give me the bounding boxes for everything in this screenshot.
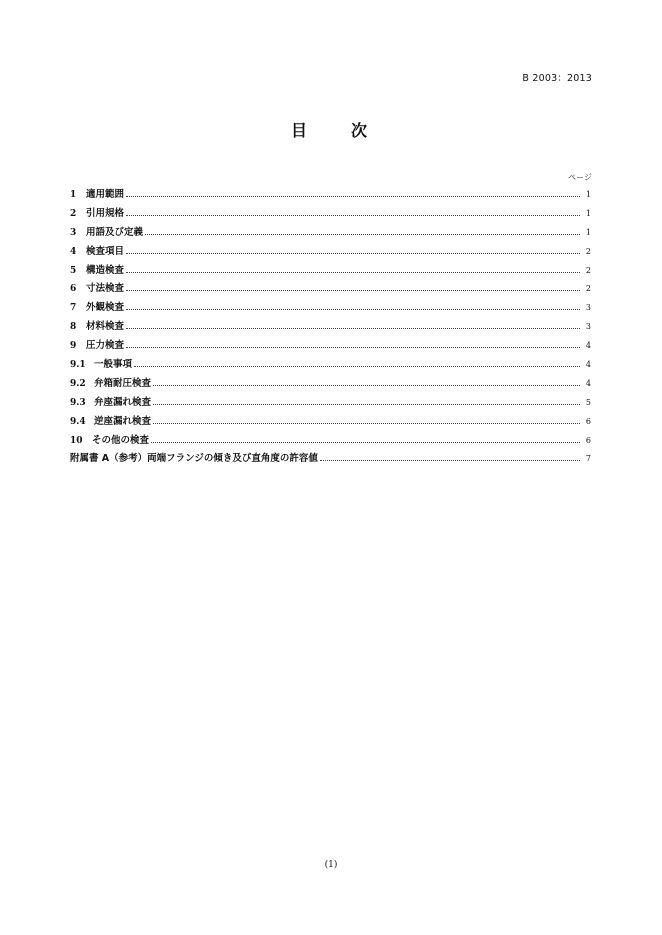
toc-page: 1	[585, 190, 591, 199]
toc-label: 寸法検査	[86, 283, 125, 295]
toc-label: 検査項目	[86, 245, 125, 257]
toc-entry[interactable]	[70, 243, 591, 262]
toc-page: 5	[585, 397, 591, 407]
toc-leader	[151, 442, 580, 443]
toc-page: 6	[585, 435, 591, 445]
toc-page: 1	[585, 208, 591, 218]
toc-number: 10	[70, 435, 83, 446]
toc-label: 引用規格	[86, 207, 125, 219]
toc-page: 2	[585, 284, 591, 294]
toc-page: 3	[585, 303, 591, 313]
toc-label: 材料検査	[86, 321, 125, 333]
toc-leader	[126, 290, 580, 291]
toc-leader	[126, 309, 580, 310]
toc-leader	[153, 423, 580, 424]
toc-entry[interactable]	[70, 224, 591, 243]
toc-number: 2	[70, 208, 77, 219]
toc-label: 用語及び定義	[86, 226, 144, 238]
toc-leader	[320, 460, 580, 461]
toc-leader	[153, 385, 580, 386]
standard-number: B 2003：2013	[522, 73, 592, 84]
toc-entry[interactable]	[70, 205, 591, 224]
toc-entry[interactable]	[70, 299, 591, 318]
toc-number: 1	[70, 190, 77, 200]
toc-label: 構造検査	[86, 264, 125, 276]
toc-label: 圧力検査	[86, 340, 125, 352]
toc-leader	[153, 404, 580, 405]
page-number-footer: (1)	[324, 860, 338, 870]
toc-entry[interactable]	[70, 375, 591, 394]
toc-entry[interactable]	[70, 356, 591, 375]
toc-entry[interactable]	[70, 186, 591, 205]
toc-entry[interactable]	[70, 394, 591, 413]
toc-leader	[126, 272, 580, 273]
toc-page: 7	[585, 454, 591, 464]
toc-entry[interactable]	[70, 280, 591, 299]
toc-leader	[126, 253, 580, 254]
toc-leader	[126, 196, 580, 197]
toc-page: 4	[585, 341, 591, 351]
table-of-contents	[70, 186, 591, 469]
toc-label: 適用範囲	[86, 189, 125, 200]
toc-page: 1	[585, 227, 591, 237]
toc-page: 2	[585, 265, 591, 275]
toc-number: 9.3	[70, 397, 86, 408]
page-column-label: ページ	[568, 173, 592, 182]
toc-label: 外観検査	[86, 302, 125, 314]
toc-entry-annex[interactable]	[70, 450, 591, 469]
toc-page: 3	[585, 322, 591, 332]
toc-entry[interactable]	[70, 318, 591, 337]
toc-number: 4	[70, 246, 77, 257]
toc-page: 4	[585, 378, 591, 388]
toc-label: 一般事項	[94, 359, 133, 371]
toc-leader	[126, 328, 580, 329]
toc-leader	[134, 366, 580, 367]
toc-label: 逆座漏れ検査	[94, 415, 152, 427]
toc-leader	[126, 347, 580, 348]
toc-label: 弁座漏れ検査	[94, 396, 152, 408]
toc-number: 7	[70, 303, 77, 314]
toc-number: 5	[70, 265, 77, 276]
toc-number: 9.1	[70, 360, 86, 371]
toc-page: 2	[585, 246, 591, 256]
toc-label: その他の検査	[92, 434, 150, 446]
toc-entry[interactable]	[70, 337, 591, 356]
toc-entry[interactable]	[70, 262, 591, 281]
toc-number: 3	[70, 227, 77, 238]
toc-label: 弁箱耐圧検査	[94, 377, 152, 389]
toc-entry[interactable]	[70, 432, 591, 451]
toc-page: 4	[585, 360, 591, 370]
toc-number: 9	[70, 341, 77, 352]
toc-number: 6	[70, 284, 77, 295]
toc-number: 9.2	[70, 378, 86, 389]
toc-page: 6	[585, 416, 591, 426]
toc-number: 9.4	[70, 416, 86, 427]
toc-leader	[145, 234, 580, 235]
toc-label: 附属書 A（参考）両端フランジの傾き及び直角度の許容値	[70, 453, 318, 465]
toc-leader	[126, 215, 580, 216]
page-title: 目 次	[290, 121, 381, 140]
toc-entry[interactable]	[70, 413, 591, 432]
toc-number: 8	[70, 322, 77, 333]
